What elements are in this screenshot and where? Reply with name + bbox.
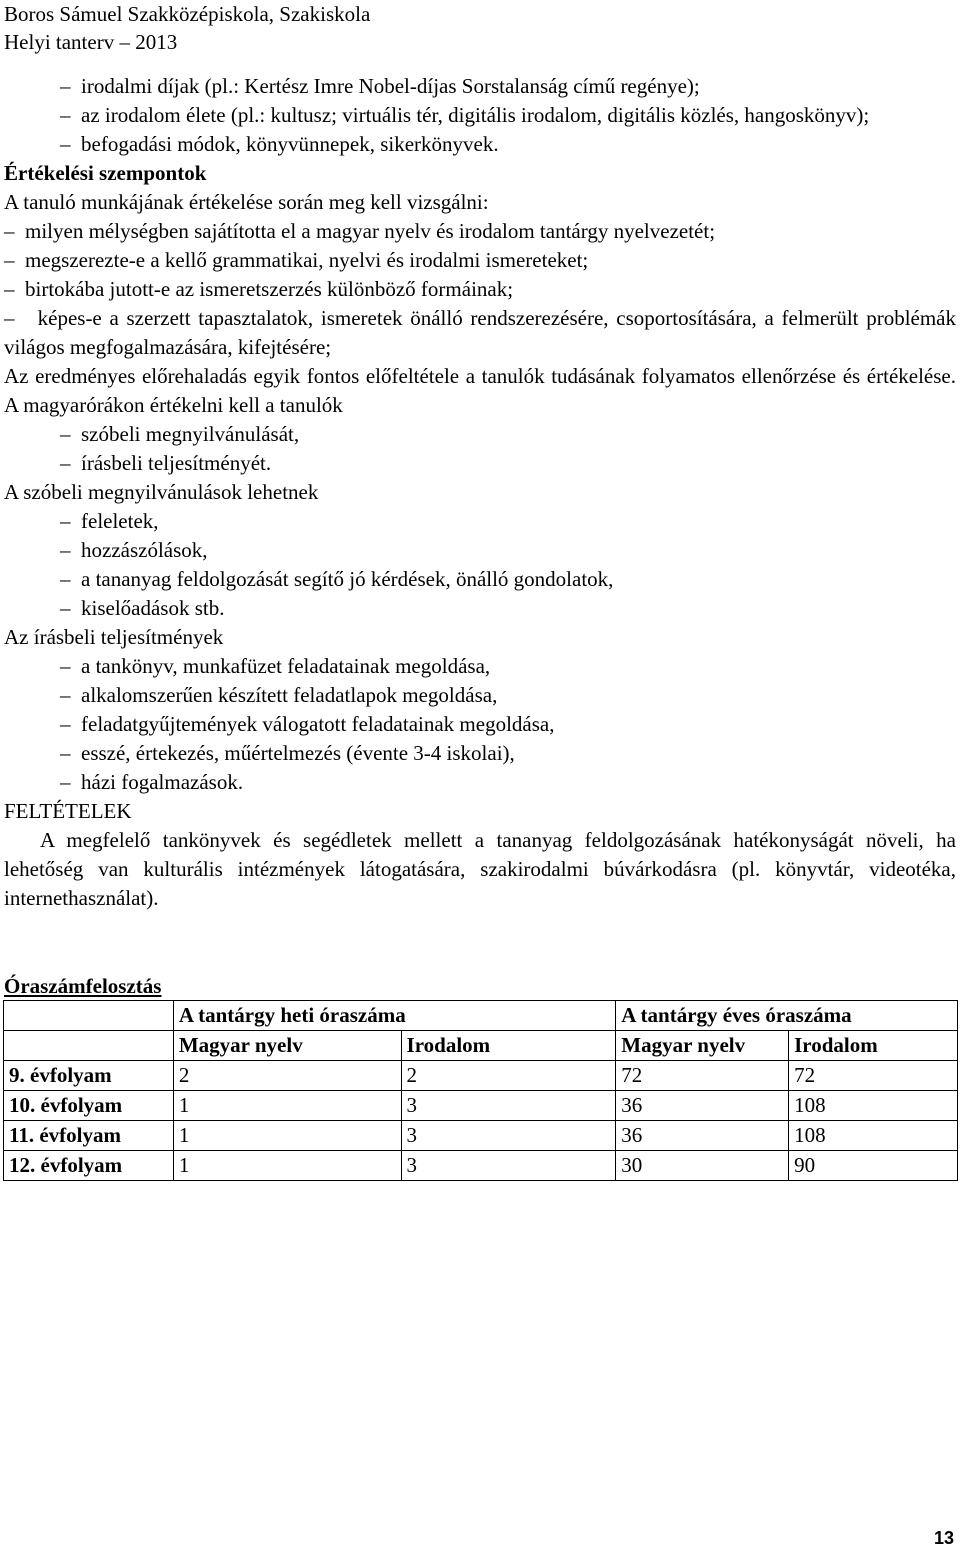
conditions-paragraph: A megfelelő tankönyvek és segédletek mellett a tananyag feldolgozásának hatékonyságát növeli, ha lehetőség van kulturális intézmények látogatására, szakirodalmi búvárkodásra (pl. könyvtár, videotéka, internethasználat). [4, 828, 956, 910]
list-item: – birtokába jutott-e az ismeretszerzés különböző formáinak; [4, 277, 514, 301]
list-item: – írásbeli teljesítményét. [60, 451, 272, 475]
table-cell: 3 [401, 1091, 616, 1121]
table-cell: 90 [789, 1151, 958, 1181]
table-cell: 3 [401, 1121, 616, 1151]
list-item: – alkalomszerűen készített feladatlapok megoldása, [60, 683, 498, 707]
list-item: – milyen mélységben sajátította el a magyar nyelv és irodalom tantárgy nyelvezetét; [4, 219, 716, 243]
table-cell: 72 [789, 1061, 958, 1091]
subheader-cell: Irodalom [401, 1031, 616, 1061]
subheader-cell: Magyar nyelv [616, 1031, 789, 1061]
table-cell: 2 [173, 1061, 401, 1091]
table-corner-cell [4, 1031, 174, 1061]
header-curriculum: Helyi tanterv – 2013 [4, 30, 178, 54]
row-label: 9. évfolyam [4, 1061, 174, 1091]
list-item: – megszerezte-e a kellő grammatikai, nyelvi és irodalmi ismereteket; [4, 248, 589, 272]
list-item: – a tananyag feldolgozását segítő jó kérdések, önálló gondolatok, [60, 567, 614, 591]
list-item: – a tankönyv, munkafüzet feladatainak megoldása, [60, 654, 491, 678]
table-cell: 30 [616, 1151, 789, 1181]
table-cell: 1 [173, 1091, 401, 1121]
row-label: 10. évfolyam [4, 1091, 174, 1121]
row-label: 11. évfolyam [4, 1121, 174, 1151]
list-item: – képes-e a szerzett tapasztalatok, ismeretek önálló rendszerezésére, csoportosítására, a felmerült problémák világos megfogalmazására, kifejtésére; [4, 306, 957, 359]
page-number: 13 [933, 1528, 954, 1548]
table-cell: 1 [173, 1151, 401, 1181]
table-row [4, 1121, 958, 1151]
page-body [4, 72, 956, 913]
table-cell: 36 [616, 1091, 789, 1121]
list-item: – esszé, értekezés, műértelmezés (évente 3-4 iskolai), [60, 741, 515, 765]
list-item: – házi fogalmazások. [60, 770, 244, 794]
table-cell: 72 [616, 1061, 789, 1091]
table-cell: 3 [401, 1151, 616, 1181]
evaluation-paragraph: Az eredményes előrehaladás egyik fontos előfeltétele a tanulók tudásának folyamatos ellenőrzése és értékelése. A magyarórákon értékelni kell a tanulók [4, 364, 956, 417]
header-school: Boros Sámuel Szakközépiskola, Szakiskola [4, 2, 371, 26]
written-intro: Az írásbeli teljesítmények [4, 625, 224, 649]
table-cell: 108 [789, 1091, 958, 1121]
table-header-row [4, 1001, 958, 1031]
list-item: – befogadási módok, könyvünnepek, sikerkönyvek. [60, 132, 499, 156]
table-row [4, 1151, 958, 1181]
table-row [4, 1061, 958, 1091]
table-row [4, 1091, 958, 1121]
list-item: – feladatgyűjtemények válogatott feladatainak megoldása, [60, 712, 555, 736]
table-cell: 108 [789, 1121, 958, 1151]
subheader-cell: Irodalom [789, 1031, 958, 1061]
document-header [4, 0, 370, 56]
table-cell: 2 [401, 1061, 616, 1091]
table-cell: 36 [616, 1121, 789, 1151]
list-item: – szóbeli megnyilvánulását, [60, 422, 300, 446]
weekly-hours-header: A tantárgy heti óraszáma [173, 1001, 615, 1031]
list-item: – kiselőadások stb. [60, 596, 225, 620]
yearly-hours-header: A tantárgy éves óraszáma [616, 1001, 958, 1031]
hours-table [3, 1000, 958, 1181]
table-cell: 1 [173, 1121, 401, 1151]
evaluation-heading: Értékelési szempontok [4, 161, 207, 185]
table-corner-cell [4, 1001, 174, 1031]
table-title: Óraszámfelosztás [4, 974, 162, 998]
oral-intro: A szóbeli megnyilvánulások lehetnek [4, 480, 319, 504]
subheader-cell: Magyar nyelv [173, 1031, 401, 1061]
list-item: – az irodalom élete (pl.: kultusz; virtuális tér, digitális irodalom, digitális közlés, hangoskönyv); [60, 103, 870, 127]
list-item: – hozzászólások, [60, 538, 208, 562]
list-item: – feleletek, [60, 509, 159, 533]
list-item: – irodalmi díjak (pl.: Kertész Imre Nobel-díjas Sorstalanság című regénye); [60, 74, 700, 98]
row-label: 12. évfolyam [4, 1151, 174, 1181]
table-subheader-row [4, 1031, 958, 1061]
conditions-heading: FELTÉTELEK [4, 799, 132, 823]
evaluation-intro: A tanuló munkájának értékelése során meg kell vizsgálni: [4, 190, 489, 214]
